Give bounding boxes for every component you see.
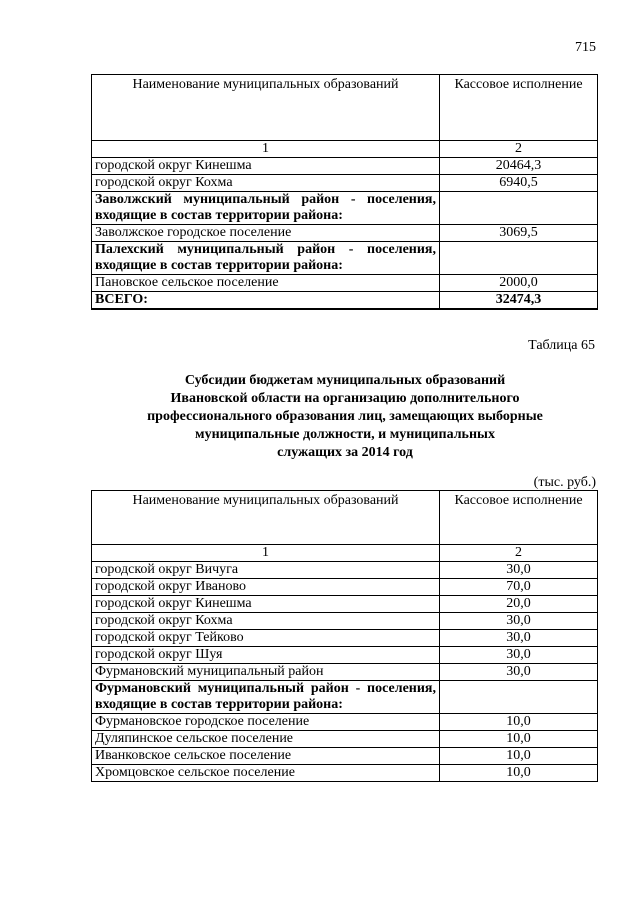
row-value: 30,0	[440, 630, 598, 647]
row-name: Иванковское сельское поселение	[92, 748, 440, 765]
table-row	[92, 630, 598, 647]
row-value: 20464,3	[440, 158, 598, 175]
table-title-line: служащих за 2014 год	[277, 445, 413, 460]
column-number-2: 2	[440, 545, 598, 562]
table-row	[92, 748, 598, 765]
row-value: 30,0	[440, 613, 598, 630]
total-value: 32474,3	[440, 292, 598, 310]
table-row	[92, 664, 598, 681]
table-row	[92, 275, 598, 292]
table-title-line: Ивановской области на организацию дополнительного	[170, 391, 520, 406]
row-value: 2000,0	[440, 275, 598, 292]
row-value: 10,0	[440, 748, 598, 765]
row-value: 10,0	[440, 714, 598, 731]
row-value	[440, 681, 598, 714]
table-row	[92, 765, 598, 782]
row-value: 3069,5	[440, 225, 598, 242]
row-name: городской округ Кинешма	[92, 596, 440, 613]
table-row-group-heading	[92, 242, 598, 275]
row-name: Дуляпинское сельское поселение	[92, 731, 440, 748]
column-header-name: Наименование муниципальных образований	[92, 491, 440, 545]
total-label: ВСЕГО:	[92, 292, 440, 310]
total-row	[92, 292, 598, 310]
row-value: 30,0	[440, 647, 598, 664]
table-row	[92, 731, 598, 748]
table-header-row	[92, 75, 598, 141]
row-value: 70,0	[440, 579, 598, 596]
row-name: Пановское сельское поселение	[92, 275, 440, 292]
row-name: Палехский муниципальный район - поселения, входящие в состав территории района:	[92, 242, 440, 275]
column-header-value: Кассовое исполнение	[440, 75, 598, 141]
column-number-row	[92, 545, 598, 562]
table-row	[92, 579, 598, 596]
row-name: городской округ Кохма	[92, 613, 440, 630]
table-row-group-heading	[92, 192, 598, 225]
units-label: (тыс. руб.)	[533, 475, 596, 490]
table-row	[92, 596, 598, 613]
row-name: городской округ Тейково	[92, 630, 440, 647]
row-name: Заволжское городское поселение	[92, 225, 440, 242]
table-row-group-heading	[92, 681, 598, 714]
row-value: 6940,5	[440, 175, 598, 192]
table-row	[92, 158, 598, 175]
table-cash-execution-1	[91, 74, 598, 310]
column-number-1: 1	[92, 545, 440, 562]
column-number-row	[92, 141, 598, 158]
column-number-1: 1	[92, 141, 440, 158]
row-name: Заволжский муниципальный район - поселения, входящие в состав территории района:	[92, 192, 440, 225]
row-value: 30,0	[440, 664, 598, 681]
row-value: 20,0	[440, 596, 598, 613]
table-row	[92, 613, 598, 630]
column-number-2: 2	[440, 141, 598, 158]
table-title-line: Субсидии бюджетам муниципальных образований	[184, 373, 506, 388]
column-header-name: Наименование муниципальных образований	[92, 75, 440, 141]
row-name: городской округ Кохма	[92, 175, 440, 192]
table-title	[100, 372, 590, 462]
page-number: 715	[575, 40, 596, 55]
row-value: 10,0	[440, 765, 598, 782]
table-row	[92, 225, 598, 242]
table-row	[92, 562, 598, 579]
row-value: 10,0	[440, 731, 598, 748]
table-row	[92, 647, 598, 664]
table-title-line: муниципальные должности, и муниципальных	[195, 427, 495, 442]
row-value	[440, 242, 598, 275]
row-name: городской округ Кинешма	[92, 158, 440, 175]
row-value: 30,0	[440, 562, 598, 579]
row-name: Фурмановское городское поселение	[92, 714, 440, 731]
table-header-row	[92, 491, 598, 545]
row-name: Фурмановский муниципальный район	[92, 664, 440, 681]
row-name: городской округ Вичуга	[92, 562, 440, 579]
row-name: Фурмановский муниципальный район - поселения, входящие в состав территории района:	[92, 681, 440, 714]
row-name: городской округ Шуя	[92, 647, 440, 664]
table-caption: Таблица 65	[528, 338, 595, 353]
table-cash-execution-2	[91, 490, 598, 782]
table-row	[92, 175, 598, 192]
table-row	[92, 714, 598, 731]
row-name: Хромцовское сельское поселение	[92, 765, 440, 782]
table-title-line: профессионального образования лиц, замещающих выборные	[147, 409, 543, 424]
row-name: городской округ Иваново	[92, 579, 440, 596]
row-value	[440, 192, 598, 225]
column-header-value: Кассовое исполнение	[440, 491, 598, 545]
